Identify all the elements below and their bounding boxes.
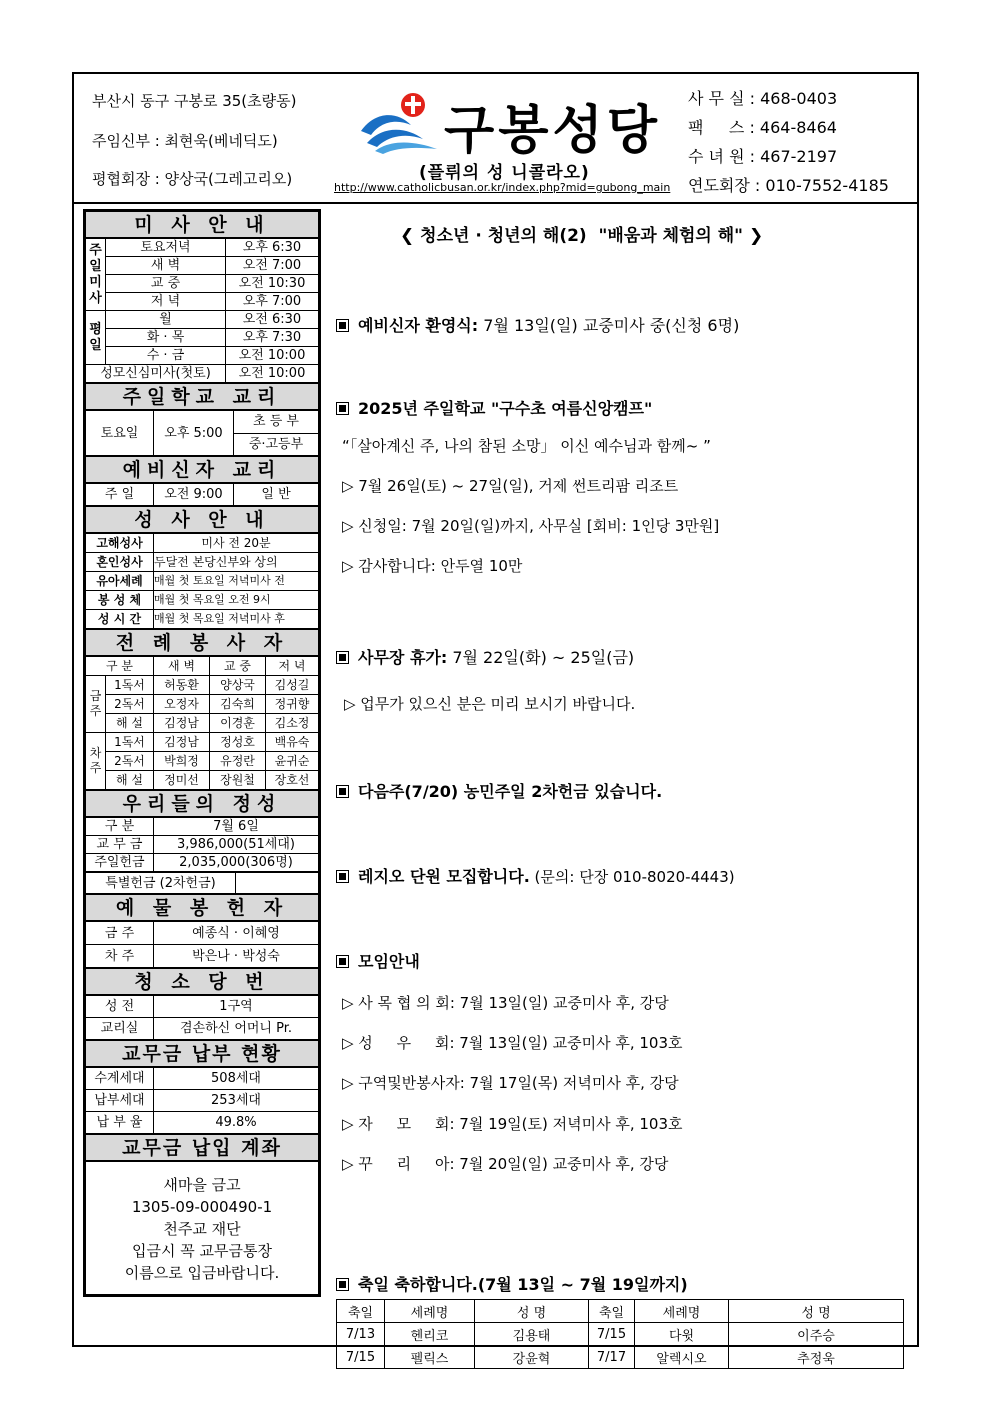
dues-value: 49.8% [154,1112,319,1134]
sunday-mass-label: 주일미사 [86,239,106,311]
dues-label: 수계세대 [86,1068,154,1090]
sacrament-title: 성 사 안 내 [85,506,319,533]
feast-cell: 헨리코 [385,1323,475,1346]
catechumen-time: 오전 9:00 [154,484,234,506]
pastor-name: 주임신부 : 최현욱(베네딕도) [92,132,278,150]
mass-table [85,238,319,383]
minister-name: 김성길 [266,676,319,695]
sacrament-value: 매월 첫 토요일 저녁미사 전 [154,572,319,591]
offering-title: 우리들의 정성 [85,790,319,817]
notice-vacation: 사무장 휴가: 7월 22일(화) ~ 25일(금) [336,645,634,668]
contact-office: 사 무 실 : 468-0403 [688,89,838,108]
feast-cell: 알렉시오 [635,1346,729,1369]
minister-name: 장호선 [266,771,319,790]
feast-cell: 7/17 [589,1346,635,1369]
mass-row-label: 토요저녁 [106,239,226,257]
minister-name: 오정자 [154,695,210,714]
minister-name: 정미선 [154,771,210,790]
feast-cell: 펠릭스 [385,1346,475,1369]
bullet-icon [336,402,349,415]
notice-legio: 레지오 단원 모집합니다. (문의: 단장 010-8020-4443) [336,864,735,887]
sacrament-value: 매월 첫 목요일 오전 9시 [154,591,319,610]
weekday-mass-label: 평일 [86,311,106,365]
minister-name: 이경훈 [210,714,266,733]
account-line: 새마을 금고 [163,1176,241,1194]
minister-name: 박희정 [154,752,210,771]
feast-col-head: 축일 [589,1300,635,1323]
minister-name: 김숙희 [210,695,266,714]
sunday-school-table [85,410,319,456]
mass-row-time: 오후 7:30 [226,329,319,347]
dues-value: 253세대 [154,1090,319,1112]
minister-name: 김정남 [154,733,210,752]
notice-camp: 2025년 주일학교 "구수초 여름신앙캠프" [336,396,652,419]
ministers-table [85,656,319,790]
account-line: 천주교 재단 [163,1220,241,1238]
school-day: 토요일 [86,411,154,456]
feast-cell: 이주승 [729,1323,904,1346]
ministers-head: 구 분 [86,657,154,676]
mass-row-time: 오전 10:30 [226,275,319,293]
gift-label: 금 주 [86,922,154,945]
mass-title: 미 사 안 내 [85,211,319,238]
feast-col-head: 축일 [337,1300,385,1323]
mass-row-label: 교 중 [106,275,226,293]
mass-row-label: 수 · 금 [106,347,226,365]
cleaning-title: 청 소 당 번 [85,968,319,995]
mass-row-label: 화 · 목 [106,329,226,347]
meeting-line: ▷ 성 우 회: 7월 13일(일) 교중미사 후, 103호 [342,1034,683,1052]
minister-role: 2독서 [106,752,154,771]
minister-role: 해 설 [106,771,154,790]
parish-address: 부산시 동구 구봉로 35(초량동) [92,92,297,110]
feast-cell: 7/13 [337,1323,385,1346]
special-offering-table [85,872,319,894]
sacrament-value: 미사 전 20분 [154,534,319,553]
meeting-line: ▷ 자 모 회: 7월 19일(토) 저녁미사 후, 103호 [342,1115,683,1133]
feast-col-head: 성 명 [729,1300,904,1323]
feast-col-head: 성 명 [475,1300,589,1323]
info-sidebar [83,209,321,1297]
ministers-head: 새 벽 [154,657,210,676]
parish-website-link[interactable]: http://www.catholicbusan.or.kr/index.php?mid=gubong_main [334,181,671,194]
cleaning-label: 교리실 [86,1018,154,1040]
sacrament-value: 두달전 본당신부와 상의 [154,553,319,572]
sacrament-value: 매월 첫 목요일 저녁미사 후 [154,610,319,629]
bullet-icon [336,870,349,883]
sacrament-label: 혼인성사 [86,553,154,572]
offering-value [236,873,319,894]
account-line: 이름으로 입금바랍니다. [124,1264,280,1282]
bullet-icon [336,955,349,968]
meeting-line: ▷ 구역및반봉사자: 7월 17일(목) 저녁미사 후, 강당 [342,1074,679,1092]
gift-value: 박은나 · 박성숙 [154,945,319,968]
offering-label: 교 무 금 [86,836,154,854]
offering-label: 구 분 [86,818,154,836]
feast-cell: 다윗 [635,1323,729,1346]
council-president: 평협회장 : 양상국(그레고리오) [92,170,293,188]
camp-line: ▷ 감사합니다: 안두열 10만 [342,557,523,575]
minister-name: 정귀향 [266,695,319,714]
minister-name: 유정란 [210,752,266,771]
catechumen-table [85,483,319,506]
minister-name: 김정남 [154,714,210,733]
bullet-icon [336,319,349,332]
sacrament-table [85,533,319,629]
cleaning-value: 1구역 [154,996,319,1018]
notice-second-collection: 다음주(7/20) 농민주일 2차헌금 있습니다. [336,779,662,802]
notices-area [332,209,912,1367]
account-line: 입금시 꼭 교무금통장 [132,1242,272,1260]
ministers-head: 교 중 [210,657,266,676]
dues-label: 납부세대 [86,1090,154,1112]
bullet-icon [336,785,349,798]
cleaning-label: 성 전 [86,996,154,1018]
offering-value: 3,986,000(51세대) [154,836,319,854]
camp-line: ▷ 신청일: 7월 20일(일)까지, 사무실 [회비: 1인당 3만원] [342,517,720,535]
vacation-note: ▷ 업무가 있으신 분은 미리 보시기 바랍니다. [344,695,636,713]
mass-row-time: 오전 7:00 [226,257,319,275]
ministers-title: 전 례 봉 사 자 [85,629,319,656]
bulletin-header [74,74,917,204]
notice-meetings: 모임안내 [336,949,420,972]
mass-row-label: 월 [106,311,226,329]
mass-row-time: 오전 10:00 [226,347,319,365]
minister-role: 1독서 [106,676,154,695]
notice-welcome: 예비신자 환영식: 7월 13일(일) 교중미사 중(신청 6명) [336,313,739,336]
offering-label: 특별헌금 (2차헌금) [86,873,236,894]
gift-label: 차 주 [86,945,154,968]
meeting-line: ▷ 사 목 협 의 회: 7월 13일(일) 교중미사 후, 강당 [342,994,669,1012]
mass-row-time: 오전 10:00 [226,365,319,383]
contact-fax: 팩 스 : 464-8464 [688,118,837,137]
feast-col-head: 세례명 [385,1300,475,1323]
contact-convent: 수 녀 원 : 467-2197 [688,147,838,166]
feast-cell: 강윤혁 [475,1346,589,1369]
mass-row-label: 저 녁 [106,293,226,311]
mass-row-time: 오전 6:30 [226,311,319,329]
this-week-label: 금주 [86,676,106,733]
mass-row-time: 오후 7:00 [226,293,319,311]
school-time: 오후 5:00 [154,411,234,456]
ministers-head: 저 녁 [266,657,319,676]
catechumen-title: 예비신자 교리 [85,456,319,483]
dues-title: 교무금 납부 현황 [85,1040,319,1067]
bullet-icon [336,651,349,664]
feast-cell: 7/15 [589,1323,635,1346]
feast-cell: 김용태 [475,1323,589,1346]
dues-label: 납 부 율 [86,1112,154,1134]
parish-title: 구봉성당 [444,101,661,161]
minister-name: 양상국 [210,676,266,695]
year-theme: ❮ 청소년 · 청년의 해(2) "배움과 체험의 해" ❯ [400,226,764,246]
next-week-label: 차주 [86,733,106,790]
feast-cell: 7/15 [337,1346,385,1369]
mass-row-label: 새 벽 [106,257,226,275]
school-group: 초 등 부 [234,411,319,434]
minister-name: 김소정 [266,714,319,733]
feast-cell: 추정욱 [729,1346,904,1369]
feast-table [336,1299,904,1369]
parish-patron: (플뤼의 성 니콜라오) [419,163,590,183]
meeting-line: ▷ 꾸 리 아: 7월 20일(일) 교중미사 후, 강당 [342,1155,669,1173]
minister-role: 해 설 [106,714,154,733]
bullet-icon [336,1278,349,1291]
dues-value: 508세대 [154,1068,319,1090]
sacrament-label: 고해성사 [86,534,154,553]
catechumen-day: 주 일 [86,484,154,506]
catechumen-group: 일 반 [234,484,319,506]
sacrament-label: 성 시 간 [86,610,154,629]
bulletin-page [72,72,919,1367]
mass-row-time: 오후 6:30 [226,239,319,257]
minister-name: 윤귀순 [266,752,319,771]
minister-role: 1독서 [106,733,154,752]
parish-logo-icon [357,91,443,155]
gift-table [85,921,319,968]
gift-value: 예종식 · 이혜영 [154,922,319,945]
minister-name: 정성호 [210,733,266,752]
offering-value: 7월 6일 [154,818,319,836]
cleaning-value: 겸손하신 어머니 Pr. [154,1018,319,1040]
notice-feast: 축일 축하합니다.(7월 13일 ~ 7월 19일까지) [336,1272,688,1295]
camp-line: ▷ 7월 26일(토) ~ 27일(일), 거제 썬트리팜 리조트 [342,477,679,495]
sacrament-label: 봉 성 체 [86,591,154,610]
account-line: 1305-09-000490-1 [131,1198,273,1216]
offering-label: 주일헌금 [86,854,154,872]
dues-table [85,1067,319,1134]
minister-name: 백유숙 [266,733,319,752]
feast-col-head: 세례명 [635,1300,729,1323]
school-group: 중·고등부 [234,433,319,456]
offering-value: 2,035,000(306명) [154,854,319,872]
account-info [85,1161,319,1295]
minister-role: 2독서 [106,695,154,714]
account-title: 교무금 납입 계좌 [85,1134,319,1161]
minister-name: 장원철 [210,771,266,790]
offering-table [85,817,319,872]
cleaning-table [85,995,319,1040]
sacrament-label: 유아세례 [86,572,154,591]
minister-name: 허동환 [154,676,210,695]
contact-funeral: 연도회장 : 010-7552-4185 [688,176,889,195]
gift-title: 예 물 봉 헌 자 [85,894,319,921]
mass-row-label: 성모신심미사(첫토) [86,365,226,383]
sunday-school-title: 주일학교 교리 [85,383,319,410]
camp-line: “「살아계신 주, 나의 참된 소망」 이신 예수님과 함께~ ” [342,437,711,455]
